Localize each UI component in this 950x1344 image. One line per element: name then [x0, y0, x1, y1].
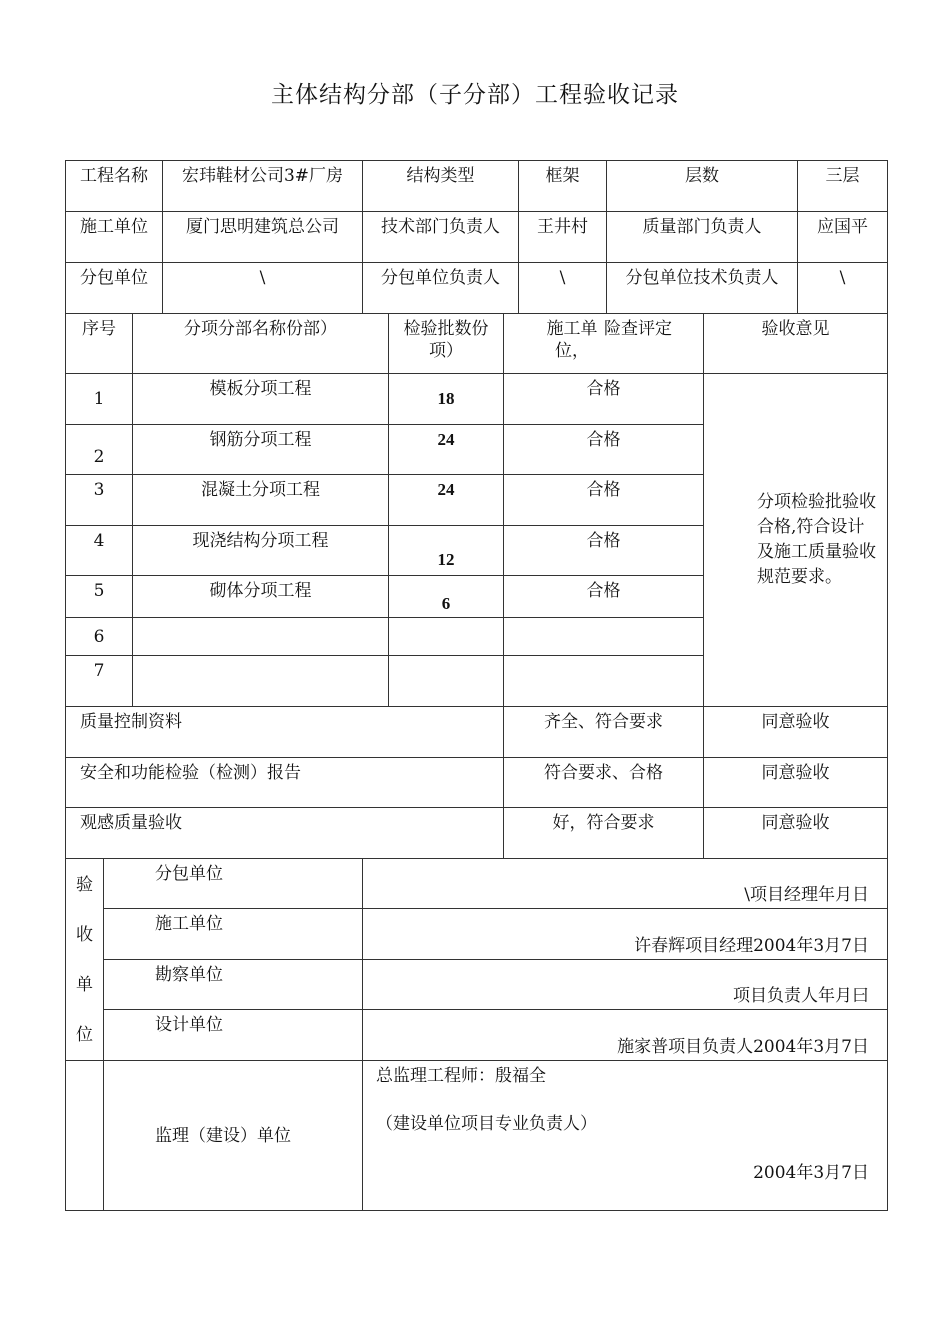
contractor-value: 厦门思明建筑总公司 [163, 212, 363, 263]
seq-header: 序号 [66, 314, 133, 374]
eval-header-unit: 施工单位， [546, 319, 598, 361]
project-name-value: 宏玮鞋材公司3#厂房 [163, 161, 363, 212]
item-eval: 合格 [504, 576, 704, 618]
item-batches: 12 [389, 526, 504, 576]
check-label: 观感质量验收 [66, 808, 504, 859]
structure-type-value: 框架 [519, 161, 607, 212]
items-table [65, 313, 887, 707]
item-batches: 24 [389, 425, 504, 475]
floors-value: 三层 [798, 161, 888, 212]
item-name: 砌体分项工程 [133, 576, 389, 618]
acceptance-table [65, 858, 887, 1211]
item-batches: 18 [389, 374, 504, 425]
item-name: 现浇结构分项工程 [133, 526, 389, 576]
acceptance-sign: \项目经理年月日 [363, 859, 888, 909]
items-opinion: 分项检验批验收合格,符合设计及施工质量验收规范要求。 [704, 374, 888, 707]
item-eval [504, 656, 704, 707]
check-result: 符合要求、合格 [504, 758, 704, 808]
sub-tech-head-label: 分包单位技术负责人 [607, 263, 798, 314]
side-char: 验 [76, 874, 93, 895]
side-char: 单 [76, 974, 93, 995]
quality-head-value: 应国平 [798, 212, 888, 263]
checks-table [65, 706, 887, 859]
item-batches [389, 656, 504, 707]
project-info-table [65, 160, 887, 314]
check-label: 安全和功能检验（检测）报告 [66, 758, 504, 808]
quality-head-label: 质量部门负责人 [607, 212, 798, 263]
tech-head-label: 技术部门负责人 [363, 212, 519, 263]
item-eval: 合格 [504, 475, 704, 526]
item-name: 模板分项工程 [133, 374, 389, 425]
supervision-sign-cell [363, 1061, 888, 1211]
item-seq: 1 [66, 374, 133, 425]
item-seq: 4 [66, 526, 133, 576]
item-eval: 合格 [504, 374, 704, 425]
page-title: 主体结构分部（子分部）工程验收记录 [271, 82, 679, 108]
acceptance-unit: 分包单位 [104, 859, 363, 909]
supervision-unit: 监理（建设）单位 [104, 1061, 363, 1211]
supervision-side [66, 1061, 104, 1211]
acceptance-unit: 施工单位 [104, 909, 363, 960]
supervision-date: 2004年3月7日 [753, 1163, 869, 1183]
side-char: 位 [76, 1024, 93, 1045]
eval-header-check: 险查评定 [604, 319, 672, 339]
check-opinion: 同意验收 [704, 758, 888, 808]
item-name [133, 618, 389, 656]
item-seq: 5 [66, 576, 133, 618]
item-eval: 合格 [504, 526, 704, 576]
acceptance-side-label [66, 859, 104, 1061]
sub-tech-head-value: \ [798, 263, 888, 314]
check-result: 齐全、符合要求 [504, 707, 704, 758]
item-seq: 6 [66, 618, 133, 656]
opinion-header: 验收意见 [704, 314, 888, 374]
supervision-chief: 总监理工程师：殷福全 [376, 1066, 546, 1086]
item-batches [389, 618, 504, 656]
project-name-label: 工程名称 [66, 161, 163, 212]
acceptance-unit: 设计单位 [104, 1010, 363, 1061]
item-batches: 24 [389, 475, 504, 526]
sub-label: 分包单位 [66, 263, 163, 314]
name-header: 分项分部名称份部） [133, 314, 389, 374]
contractor-label: 施工单位 [66, 212, 163, 263]
sub-head-value: \ [519, 263, 607, 314]
check-result: 好，符合要求 [504, 808, 704, 859]
item-name: 混凝土分项工程 [133, 475, 389, 526]
check-opinion: 同意验收 [704, 707, 888, 758]
supervision-owner: （建设单位项目专业负责人） [376, 1114, 597, 1134]
structure-type-label: 结构类型 [363, 161, 519, 212]
item-eval [504, 618, 704, 656]
check-opinion: 同意验收 [704, 808, 888, 859]
sub-value: \ [163, 263, 363, 314]
tech-head-value: 王井村 [519, 212, 607, 263]
side-char: 收 [76, 924, 93, 945]
floors-label: 层数 [607, 161, 798, 212]
acceptance-sign: 施家普项目负责人2004年3月7日 [363, 1010, 888, 1061]
sub-head-label: 分包单位负责人 [363, 263, 519, 314]
item-name: 钢筋分项工程 [133, 425, 389, 475]
acceptance-sign: 许春辉项目经理2004年3月7日 [363, 909, 888, 960]
acceptance-sign: 项目负责人年月曰 [363, 960, 888, 1010]
acceptance-unit: 勘察单位 [104, 960, 363, 1010]
item-batches: 6 [389, 576, 504, 618]
item-seq: 7 [66, 656, 133, 707]
item-seq: 2 [66, 425, 133, 475]
item-eval: 合格 [504, 425, 704, 475]
item-name [133, 656, 389, 707]
item-seq: 3 [66, 475, 133, 526]
batches-header: 检验批数份项） [389, 314, 504, 374]
eval-header [504, 314, 704, 374]
check-label: 质量控制资料 [66, 707, 504, 758]
